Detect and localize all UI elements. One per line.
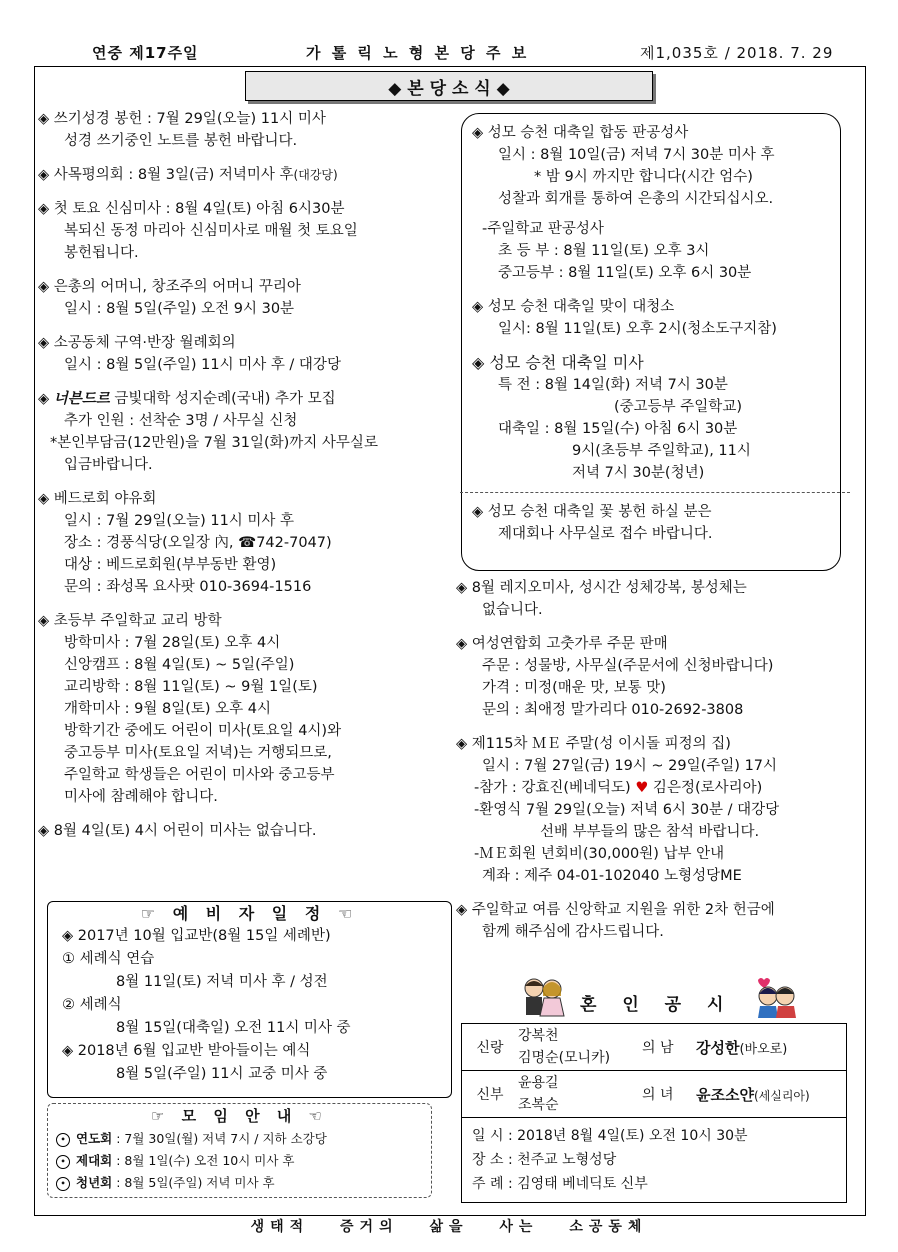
wedding-info (462, 1118, 846, 1202)
meeting-name: 연도회 (76, 1131, 113, 1146)
groom-label: 신랑 (476, 1040, 504, 1056)
schedule-line: ◈ 2018년 6월 입교반 받아들이는 예식 (62, 1043, 311, 1059)
notice-no-children-mass (38, 820, 450, 842)
notice-line: 추가 인원 : 선착순 3명 / 사무실 신청 (64, 413, 298, 429)
meeting-name: 청년회 (76, 1175, 113, 1190)
notice-line: 중고등부 : 8월 11일(토) 오후 6시 30분 (498, 265, 752, 281)
notice-line: 장소 : 경풍식당(오일장 內, ☎742-7047) (64, 535, 332, 551)
notice-note: (대강당) (293, 168, 338, 182)
left-column (38, 108, 450, 854)
heart-icon: ♥ (635, 780, 649, 796)
notice-line: 대축일 : 8월 15일(수) 아침 6시 30분 (498, 421, 738, 437)
notice-line: 교리방학 : 8월 11일(토) ~ 9월 1일(토) (64, 679, 318, 695)
notice-line: 선배 부부들의 많은 참석 바랍니다. (540, 824, 760, 840)
target-icon: • (56, 1177, 70, 1191)
notice-community-meeting (38, 332, 450, 376)
notice-line: ◈ 사목평의회 : 8월 3일(금) 저녁미사 후 (38, 167, 294, 183)
meeting-row (56, 1150, 431, 1172)
notice-line: 일시: 8월 11일(토) 오후 2시(청소도구지참) (498, 321, 777, 337)
notice-line: 대상 : 베드로회원(부부동반 환영) (64, 557, 277, 573)
notice-first-saturday (38, 198, 450, 264)
notice-pilgrimage (38, 388, 450, 476)
notice-line: ◈ 제115차 ＭＥ 주말(성 이시돌 피정의 집) (456, 736, 731, 752)
brand-name: 너븐드르 (53, 390, 110, 407)
bulletin-title: 가 톨 릭 노 형 본 당 주 보 (306, 44, 530, 62)
bride-row (462, 1071, 846, 1118)
notice-line: 특 전 : 8월 14일(화) 저녁 7시 30분 (498, 377, 728, 393)
notice-bible (38, 108, 450, 152)
notice-cleaning (472, 296, 834, 340)
couple-right-illustration (752, 976, 800, 1022)
notice-line: 봉헌됩니다. (64, 245, 139, 261)
notice-me-weekend (456, 733, 856, 887)
groom-row (462, 1024, 846, 1071)
notice-line: ◈ 주일학교 여름 신앙학교 지원을 위한 2차 헌금에 (456, 902, 775, 918)
notice-line: 복되신 동정 마리아 신심미사로 매월 첫 토요일 (64, 223, 358, 239)
wedding-officiant: 주 례 : 김영태 베네딕토 신부 (472, 1176, 648, 1192)
wedding-place: 장 소 : 천주교 노형성당 (472, 1152, 617, 1168)
week-label: 연중 제17주일 (92, 44, 199, 62)
notice-line: 문의 : 최애정 말가리다 010-2692-3808 (482, 702, 744, 718)
schedule-line: 8월 11일(토) 저녁 미사 후 / 성전 (116, 974, 328, 990)
relation-label: 의 남 (642, 1040, 674, 1056)
groom-name-text: 강성한 (696, 1038, 740, 1057)
notice-line: 일시 : 7월 27일(금) 19시 ~ 29일(주일) 17시 (482, 758, 778, 774)
notice-line: 방학기간 중에도 어린이 미사(토요일 4시)와 (64, 723, 342, 739)
wedding-table (461, 1023, 847, 1203)
meeting-row (56, 1128, 431, 1150)
notice-legio (456, 577, 856, 621)
bride-label: 신부 (476, 1087, 504, 1103)
wedding-title: 혼 인 공 시 (580, 995, 734, 1015)
notice-line: ◈ 베드로회 야유회 (38, 491, 157, 507)
notice-line: 문의 : 좌성목 요사팟 010-3694-1516 (64, 579, 312, 595)
notice-line: ◈ 소공동체 구역·반장 월례회의 (38, 335, 236, 351)
notice-line: 입금바랍니다. (64, 457, 153, 473)
relation-label: 의 녀 (642, 1087, 674, 1103)
meeting-guide-box (47, 1103, 432, 1198)
participant-2: 김은정(로사리아) (648, 780, 763, 796)
notice-line: ◈ 성모 승천 대축일 맞이 대청소 (472, 299, 675, 315)
notice-line: -환영식 7월 29일(오늘) 저녁 6시 30분 / 대강당 (474, 802, 780, 818)
bullet: ◈ (38, 391, 54, 407)
notice-assumption-mass (472, 352, 834, 484)
issue-label: 제1,035호 / 2018. 7. 29 (640, 44, 834, 62)
notice-line: ◈ 은총의 어머니, 창조주의 어머니 꾸리아 (38, 279, 301, 295)
notice-line: 중고등부 미사(토요일 저녁)는 거행되므로, (64, 745, 332, 761)
notice-peter-picnic (38, 488, 450, 598)
schedule-line: ◈ 2017년 10월 입교반(8월 15일 세례반) (62, 928, 331, 944)
notice-line: 성경 쓰기중인 노트를 봉헌 바랍니다. (64, 133, 298, 149)
notice-line: *본인부담금(12만원)을 7월 31일(화)까지 사무실로 (50, 435, 378, 451)
bride-name (696, 1084, 810, 1105)
notice-line: 가격 : 미정(매운 맛, 보통 맛) (482, 680, 666, 696)
parent-name: 강복천 (518, 1028, 559, 1044)
notice-line: (중고등부 주일학교) (614, 399, 742, 415)
notice-line: * 밤 9시 까지만 합니다(시간 엄수) (534, 169, 753, 185)
couple-left-illustration (520, 976, 566, 1022)
wedding-date: 일 시 : 2018년 8월 4일(토) 오전 10시 30분 (472, 1128, 748, 1144)
bride-name-text: 윤조소얀 (696, 1085, 754, 1104)
notice-line: 금빛대학 성지순례(국내) 추가 모집 (109, 391, 336, 407)
bride-parents (518, 1072, 642, 1116)
notice-line: -주일학교 판공성사 (482, 221, 604, 237)
notice-sunday-school-break (38, 610, 450, 808)
notice-line: 제대회나 사무실로 접수 바랍니다. (498, 526, 713, 542)
notice-line: ◈ 성모 승천 대축일 꽃 봉헌 하실 분은 (472, 504, 712, 520)
notice-line: 일시 : 7월 29일(오늘) 11시 미사 후 (64, 513, 295, 529)
notice-line: ◈ 8월 레지오미사, 성시간 성체강복, 봉성체는 (456, 580, 747, 596)
divider (460, 492, 850, 493)
notice-line: 미사에 참례해야 합니다. (64, 789, 218, 805)
notice-line: 저녁 7시 30분(청년) (572, 465, 705, 481)
parent-name: 윤용길 (518, 1075, 559, 1091)
notice-line: 개학미사 : 9월 8일(토) 오후 4시 (64, 701, 271, 717)
parent-name: 김명순(모니카) (518, 1050, 611, 1066)
right-column (456, 577, 856, 955)
notice-line: 신앙캠프 : 8월 4일(토) ~ 5일(주일) (64, 657, 295, 673)
schedule-line: 8월 15일(대축일) 오전 11시 미사 중 (116, 1020, 351, 1036)
bride-baptism: (세실리아) (753, 1088, 810, 1103)
participant-1: -참가 : 강효진(베네딕도) (474, 780, 636, 796)
parent-name: 조복순 (518, 1097, 559, 1113)
notice-line: -ＭＥ회원 년회비(30,000원) 납부 안내 (474, 846, 725, 862)
notice-line: ◈ 성모 승천 대축일 미사 (472, 353, 644, 372)
notice-confession (472, 122, 834, 210)
section-title: ◆ 본 당 소 식 ◆ (245, 71, 653, 101)
notice-council (38, 164, 450, 186)
notice-line: ◈ 쓰기성경 봉헌 : 7월 29일(오늘) 11시 미사 (38, 111, 326, 127)
catechumen-schedule-box (47, 901, 452, 1098)
target-icon: • (56, 1133, 70, 1147)
notice-line: 초 등 부 : 8월 11일(토) 오후 3시 (498, 243, 710, 259)
groom-baptism: (바오로) (739, 1041, 788, 1057)
notice-line: 방학미사 : 7월 28일(토) 오후 4시 (64, 635, 281, 651)
notice-line: ◈ 초등부 주일학교 교리 방학 (38, 613, 222, 629)
notice-line: ◈ 성모 승천 대축일 합동 판공성사 (472, 125, 689, 141)
meeting-text: : 8월 5일(주일) 저녁 미사 후 (112, 1175, 275, 1190)
notice-line: 일시 : 8월 5일(주일) 11시 미사 후 / 대강당 (64, 357, 341, 373)
notice-line: 성찰과 회개를 통하여 은총의 시간되십시오. (498, 191, 774, 207)
notice-school-confession (472, 218, 834, 284)
notice-line: 일시 : 8월 5일(주일) 오전 9시 30분 (64, 301, 295, 317)
schedule-line: 8월 5일(주일) 11시 교중 미사 중 (116, 1066, 328, 1082)
notice-line: ◈ 8월 4일(토) 4시 어린이 미사는 없습니다. (38, 823, 317, 839)
notice-line: 없습니다. (482, 602, 543, 618)
schedule-line: ② 세례식 (62, 997, 122, 1013)
meeting-text: : 7월 30일(월) 저녁 7시 / 지하 소강당 (112, 1131, 327, 1146)
target-icon: • (56, 1155, 70, 1169)
notice-line: 주문 : 성물방, 사무실(주문서에 신청바랍니다) (482, 658, 774, 674)
notice-line: ◈ 여성연합회 고춧가루 주문 판매 (456, 636, 668, 652)
meeting-name: 제대회 (76, 1153, 113, 1168)
assumption-box (461, 113, 841, 571)
notice-flowers (472, 501, 834, 545)
notice-line: 계좌 : 제주 04-01-102040 노형성당ME (482, 868, 742, 884)
notice-line: 9시(초등부 주일학교), 11시 (572, 443, 751, 459)
notice-thanks (456, 899, 856, 943)
notice-line: 함께 해주심에 감사드립니다. (482, 924, 664, 940)
notice-line: 주일학교 학생들은 어린이 미사와 중고등부 (64, 767, 335, 783)
footer-slogan: 생태적 증거의 삶을 사는 소공동체 (250, 1219, 648, 1235)
meeting-row (56, 1172, 431, 1194)
catechumen-schedule-title: ☞ 예 비 자 일 정 ☜ (140, 904, 359, 923)
meeting-text: : 8월 1일(수) 오전 10시 미사 후 (112, 1153, 295, 1168)
schedule-line: ① 세례식 연습 (62, 951, 155, 967)
groom-parents (518, 1025, 642, 1069)
groom-name (696, 1037, 787, 1058)
notice-line: ◈ 첫 토요 신심미사 : 8월 4일(토) 아침 6시30분 (38, 201, 345, 217)
notice-line: 일시 : 8월 10일(금) 저녁 7시 30분 미사 후 (498, 147, 775, 163)
notice-curia (38, 276, 450, 320)
notice-pepper-sale (456, 633, 856, 721)
meeting-guide-title: ☞ 모 임 안 내 ☜ (151, 1107, 328, 1125)
